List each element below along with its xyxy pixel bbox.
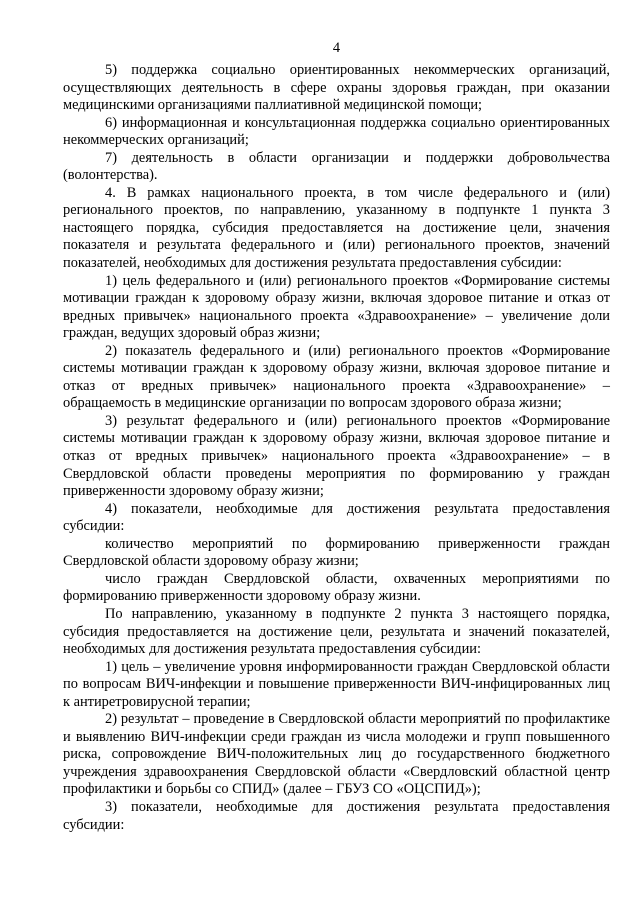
paragraph: 7) деятельность в области организации и поддержки добровольчества (волонтерства). xyxy=(63,149,610,184)
document-body xyxy=(63,62,610,834)
paragraph: 3) результат федерального и (или) регионального проектов «Формирование системы мотивации граждан к здоровому образу жизни, включая здоровое питание и отказ от вредных привычек» национального проекта «Здравоохранение» – в Свердловской области проведены мероприятия по формированию у граждан приверженности здоровому образу жизни; xyxy=(63,412,610,500)
paragraph: число граждан Свердловской области, охваченных мероприятиями по формированию приверженности здоровому образу жизни. xyxy=(63,570,610,605)
paragraph: 5) поддержка социально ориентированных некоммерческих организаций, осуществляющих деятельность в сфере охраны здоровья граждан, при оказании медицинскими организациями паллиативной медицинской помощи; xyxy=(63,62,610,114)
paragraph: 4. В рамках национального проекта, в том числе федерального и (или) регионального проектов, по направлению, указанному в подпункте 1 пункта 3 настоящего порядка, субсидия предоставляется на достижение цели, значения показателя и результата федерального и (или) регионального проектов, значений показателей, необходимых для достижения результата предоставления субсидии: xyxy=(63,184,610,272)
paragraph: 6) информационная и консультационная поддержка социально ориентированных некоммерческих организаций; xyxy=(63,114,610,149)
paragraph: 2) результат – проведение в Свердловской области мероприятий по профилактике и выявлению ВИЧ-инфекции среди граждан из числа молодежи и групп повышенного риска, сопровождение ВИЧ-положительных лиц до государственного бюджетного учреждения здравоохранения Свердловской области «Свердловский областной центр профилактики и борьбы со СПИД» (далее – ГБУЗ СО «ОЦСПИД»); xyxy=(63,711,610,798)
page-number: 4 xyxy=(332,40,341,56)
paragraph: 2) показатель федерального и (или) регионального проектов «Формирование системы мотивации граждан к здоровому образу жизни, включая здоровое питание и отказ от вредных привычек» национального проекта «Здравоохранение» – обращаемость в медицинские организации по вопросам здорового образа жизни; xyxy=(63,342,610,412)
paragraph: 4) показатели, необходимые для достижения результата предоставления субсидии: xyxy=(63,500,610,535)
paragraph: 3) показатели, необходимые для достижения результата предоставления субсидии: xyxy=(63,798,610,833)
paragraph: 1) цель – увеличение уровня информированности граждан Свердловской области по вопросам ВИЧ-инфекции и повышение приверженности ВИЧ-инфицированных лиц к антиретровирусной терапии; xyxy=(63,658,610,710)
paragraph: По направлению, указанному в подпункте 2 пункта 3 настоящего порядка, субсидия предоставляется на достижение цели, результата и значений показателей, необходимых для достижения результата предоставления субсидии: xyxy=(63,605,610,658)
paragraph: 1) цель федерального и (или) регионального проектов «Формирование системы мотивации граждан к здоровому образу жизни, включая здоровое питание и отказ от вредных привычек» национального проекта «Здравоохранение» – увеличение доли граждан, ведущих здоровый образ жизни; xyxy=(63,272,610,342)
paragraph: количество мероприятий по формированию приверженности граждан Свердловской области здоровому образу жизни; xyxy=(63,535,610,570)
